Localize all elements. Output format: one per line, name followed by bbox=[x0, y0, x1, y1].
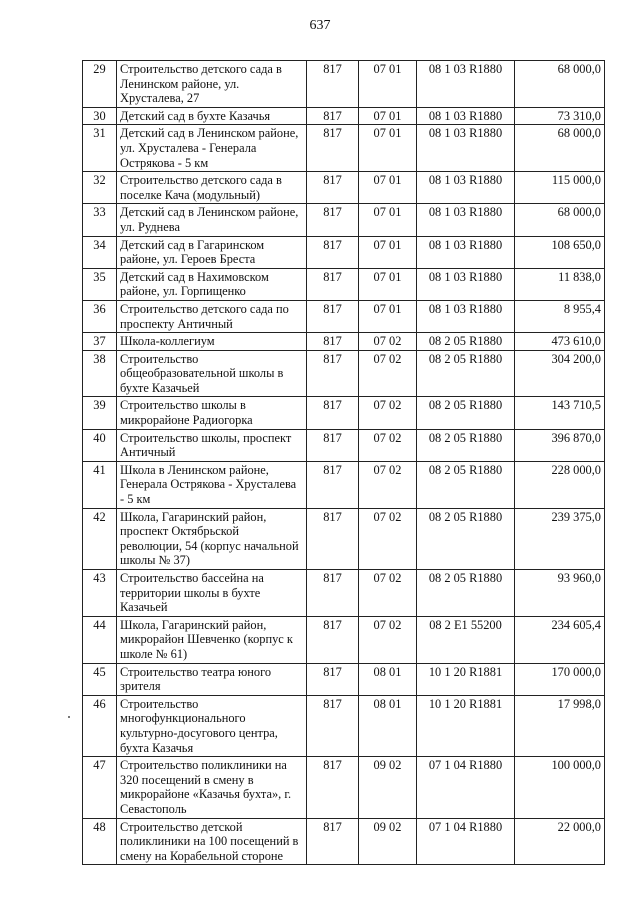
amount-cell: 68 000,0 bbox=[515, 61, 605, 108]
department-code-cell: 817 bbox=[307, 204, 359, 236]
section-code-cell: 09 02 bbox=[359, 818, 417, 865]
target-article-cell: 08 1 03 R1880 bbox=[417, 125, 515, 172]
object-name-cell: Строительство детской поликлиники на 100 посещений в смену на Корабельной стороне bbox=[117, 818, 307, 865]
object-name-cell: Строительство школы в микрорайоне Радиогорка bbox=[117, 397, 307, 429]
target-article-cell: 08 1 03 R1880 bbox=[417, 300, 515, 332]
row-number-cell: 41 bbox=[83, 461, 117, 508]
amount-cell: 68 000,0 bbox=[515, 204, 605, 236]
target-article-cell: 08 2 05 R1880 bbox=[417, 397, 515, 429]
department-code-cell: 817 bbox=[307, 125, 359, 172]
object-name-cell: Школа, Гагаринский район, микрорайон Шевченко (корпус к школе № 61) bbox=[117, 616, 307, 663]
target-article-cell: 07 1 04 R1880 bbox=[417, 818, 515, 865]
department-code-cell: 817 bbox=[307, 107, 359, 125]
department-code-cell: 817 bbox=[307, 397, 359, 429]
table-row bbox=[83, 300, 605, 332]
table-row bbox=[83, 570, 605, 617]
object-name-cell: Детский сад в Ленинском районе, ул. Хрусталева - Генерала Острякова - 5 км bbox=[117, 125, 307, 172]
object-name-cell: Строительство многофункционального культурно-досугового центра, бухта Казачья bbox=[117, 695, 307, 756]
object-name-cell: Школа в Ленинском районе, Генерала Острякова - Хрусталева - 5 км bbox=[117, 461, 307, 508]
row-number-cell: 40 bbox=[83, 429, 117, 461]
target-article-cell: 08 2 05 R1880 bbox=[417, 570, 515, 617]
scan-artifact bbox=[68, 716, 70, 718]
section-code-cell: 07 02 bbox=[359, 616, 417, 663]
section-code-cell: 07 01 bbox=[359, 236, 417, 268]
section-code-cell: 07 01 bbox=[359, 172, 417, 204]
amount-cell: 115 000,0 bbox=[515, 172, 605, 204]
section-code-cell: 09 02 bbox=[359, 757, 417, 818]
table-row bbox=[83, 125, 605, 172]
table-row bbox=[83, 397, 605, 429]
target-article-cell: 10 1 20 R1881 bbox=[417, 695, 515, 756]
target-article-cell: 08 1 03 R1880 bbox=[417, 172, 515, 204]
department-code-cell: 817 bbox=[307, 268, 359, 300]
department-code-cell: 817 bbox=[307, 429, 359, 461]
target-article-cell: 08 1 03 R1880 bbox=[417, 107, 515, 125]
row-number-cell: 46 bbox=[83, 695, 117, 756]
table-row bbox=[83, 818, 605, 865]
object-name-cell: Детский сад в Нахимовском районе, ул. Горпищенко bbox=[117, 268, 307, 300]
section-code-cell: 07 01 bbox=[359, 125, 417, 172]
table-row bbox=[83, 757, 605, 818]
amount-cell: 100 000,0 bbox=[515, 757, 605, 818]
table-row bbox=[83, 616, 605, 663]
row-number-cell: 31 bbox=[83, 125, 117, 172]
table-row bbox=[83, 236, 605, 268]
target-article-cell: 08 2 05 R1880 bbox=[417, 333, 515, 351]
section-code-cell: 07 01 bbox=[359, 107, 417, 125]
object-name-cell: Детский сад в Гагаринском районе, ул. Героев Бреста bbox=[117, 236, 307, 268]
department-code-cell: 817 bbox=[307, 350, 359, 397]
amount-cell: 473 610,0 bbox=[515, 333, 605, 351]
amount-cell: 68 000,0 bbox=[515, 125, 605, 172]
amount-cell: 170 000,0 bbox=[515, 663, 605, 695]
department-code-cell: 817 bbox=[307, 695, 359, 756]
amount-cell: 304 200,0 bbox=[515, 350, 605, 397]
department-code-cell: 817 bbox=[307, 616, 359, 663]
amount-cell: 108 650,0 bbox=[515, 236, 605, 268]
target-article-cell: 08 1 03 R1880 bbox=[417, 204, 515, 236]
department-code-cell: 817 bbox=[307, 333, 359, 351]
table-row bbox=[83, 508, 605, 569]
section-code-cell: 07 02 bbox=[359, 461, 417, 508]
row-number-cell: 29 bbox=[83, 61, 117, 108]
object-name-cell: Строительство школы, проспект Античный bbox=[117, 429, 307, 461]
target-article-cell: 08 2 05 R1880 bbox=[417, 429, 515, 461]
amount-cell: 17 998,0 bbox=[515, 695, 605, 756]
row-number-cell: 48 bbox=[83, 818, 117, 865]
row-number-cell: 30 bbox=[83, 107, 117, 125]
department-code-cell: 817 bbox=[307, 508, 359, 569]
budget-table bbox=[82, 60, 605, 865]
row-number-cell: 37 bbox=[83, 333, 117, 351]
target-article-cell: 08 2 05 R1880 bbox=[417, 350, 515, 397]
row-number-cell: 39 bbox=[83, 397, 117, 429]
row-number-cell: 36 bbox=[83, 300, 117, 332]
department-code-cell: 817 bbox=[307, 300, 359, 332]
department-code-cell: 817 bbox=[307, 757, 359, 818]
object-name-cell: Строительство общеобразовательной школы в бухте Казачьей bbox=[117, 350, 307, 397]
amount-cell: 8 955,4 bbox=[515, 300, 605, 332]
object-name-cell: Строительство театра юного зрителя bbox=[117, 663, 307, 695]
amount-cell: 22 000,0 bbox=[515, 818, 605, 865]
row-number-cell: 33 bbox=[83, 204, 117, 236]
row-number-cell: 47 bbox=[83, 757, 117, 818]
department-code-cell: 817 bbox=[307, 172, 359, 204]
object-name-cell: Строительство детского сада в Ленинском районе, ул. Хрусталева, 27 bbox=[117, 61, 307, 108]
department-code-cell: 817 bbox=[307, 818, 359, 865]
section-code-cell: 07 01 bbox=[359, 204, 417, 236]
amount-cell: 228 000,0 bbox=[515, 461, 605, 508]
amount-cell: 11 838,0 bbox=[515, 268, 605, 300]
table-row bbox=[83, 695, 605, 756]
row-number-cell: 42 bbox=[83, 508, 117, 569]
table-row bbox=[83, 333, 605, 351]
target-article-cell: 08 2 E1 55200 bbox=[417, 616, 515, 663]
object-name-cell: Строительство бассейна на территории школы в бухте Казачьей bbox=[117, 570, 307, 617]
table-row bbox=[83, 461, 605, 508]
object-name-cell: Детский сад в Ленинском районе, ул. Руднева bbox=[117, 204, 307, 236]
table-row bbox=[83, 61, 605, 108]
row-number-cell: 38 bbox=[83, 350, 117, 397]
object-name-cell: Строительство детского сада в поселке Кача (модульный) bbox=[117, 172, 307, 204]
table-row bbox=[83, 268, 605, 300]
row-number-cell: 44 bbox=[83, 616, 117, 663]
row-number-cell: 34 bbox=[83, 236, 117, 268]
department-code-cell: 817 bbox=[307, 61, 359, 108]
object-name-cell: Строительство детского сада по проспекту Античный bbox=[117, 300, 307, 332]
department-code-cell: 817 bbox=[307, 461, 359, 508]
target-article-cell: 08 1 03 R1880 bbox=[417, 268, 515, 300]
table-row bbox=[83, 172, 605, 204]
department-code-cell: 817 bbox=[307, 663, 359, 695]
target-article-cell: 10 1 20 R1881 bbox=[417, 663, 515, 695]
section-code-cell: 07 02 bbox=[359, 397, 417, 429]
table-row bbox=[83, 350, 605, 397]
section-code-cell: 07 01 bbox=[359, 300, 417, 332]
page-number: 637 bbox=[309, 18, 331, 33]
amount-cell: 143 710,5 bbox=[515, 397, 605, 429]
department-code-cell: 817 bbox=[307, 236, 359, 268]
object-name-cell: Детский сад в бухте Казачья bbox=[117, 107, 307, 125]
section-code-cell: 07 02 bbox=[359, 570, 417, 617]
amount-cell: 93 960,0 bbox=[515, 570, 605, 617]
table-body bbox=[83, 61, 605, 865]
row-number-cell: 43 bbox=[83, 570, 117, 617]
amount-cell: 73 310,0 bbox=[515, 107, 605, 125]
table-row bbox=[83, 107, 605, 125]
object-name-cell: Строительство поликлиники на 320 посещений в смену в микрорайоне «Казачья бухта», г. Севастополь bbox=[117, 757, 307, 818]
target-article-cell: 08 1 03 R1880 bbox=[417, 236, 515, 268]
table-row bbox=[83, 663, 605, 695]
amount-cell: 234 605,4 bbox=[515, 616, 605, 663]
table-row bbox=[83, 204, 605, 236]
amount-cell: 396 870,0 bbox=[515, 429, 605, 461]
section-code-cell: 08 01 bbox=[359, 695, 417, 756]
object-name-cell: Школа-коллегиум bbox=[117, 333, 307, 351]
section-code-cell: 07 02 bbox=[359, 333, 417, 351]
row-number-cell: 35 bbox=[83, 268, 117, 300]
target-article-cell: 08 2 05 R1880 bbox=[417, 508, 515, 569]
table-row bbox=[83, 429, 605, 461]
target-article-cell: 07 1 04 R1880 bbox=[417, 757, 515, 818]
target-article-cell: 08 1 03 R1880 bbox=[417, 61, 515, 108]
section-code-cell: 07 02 bbox=[359, 508, 417, 569]
object-name-cell: Школа, Гагаринский район, проспект Октябрьской революции, 54 (корпус начальной школы № 37) bbox=[117, 508, 307, 569]
row-number-cell: 45 bbox=[83, 663, 117, 695]
amount-cell: 239 375,0 bbox=[515, 508, 605, 569]
row-number-cell: 32 bbox=[83, 172, 117, 204]
section-code-cell: 07 02 bbox=[359, 350, 417, 397]
section-code-cell: 08 01 bbox=[359, 663, 417, 695]
section-code-cell: 07 02 bbox=[359, 429, 417, 461]
department-code-cell: 817 bbox=[307, 570, 359, 617]
target-article-cell: 08 2 05 R1880 bbox=[417, 461, 515, 508]
section-code-cell: 07 01 bbox=[359, 61, 417, 108]
section-code-cell: 07 01 bbox=[359, 268, 417, 300]
